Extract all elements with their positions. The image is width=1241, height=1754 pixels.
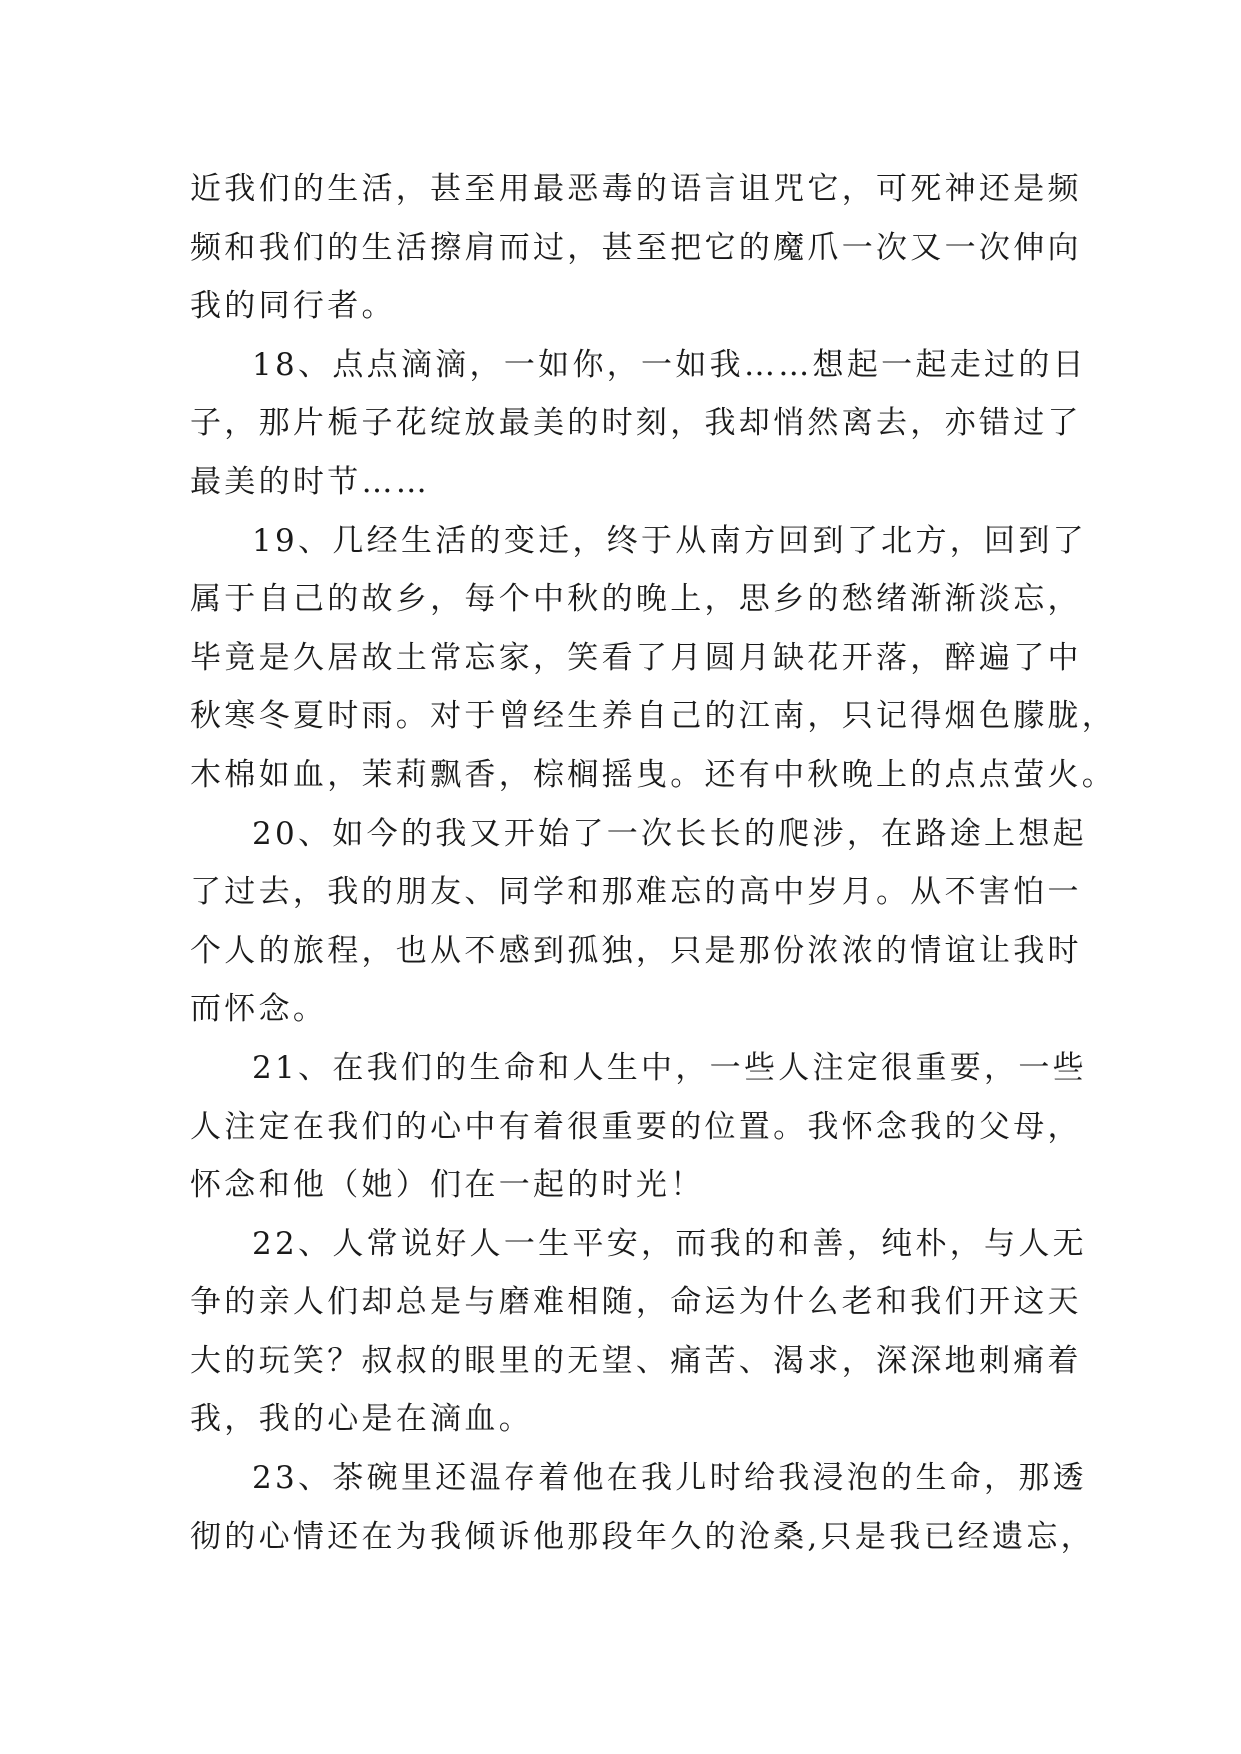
- text-line: 木棉如血，茉莉飘香，棕榈摇曳。还有中秋晚上的点点萤火。: [190, 756, 1117, 793]
- document-body: [190, 160, 1117, 1566]
- text-line: 而怀念。: [190, 991, 328, 1028]
- text-line: 频和我们的生活擦肩而过，甚至把它的魔爪一次又一次伸向: [190, 229, 1082, 266]
- text-line: 彻的心情还在为我倾诉他那段年久的沧桑,只是我已经遗忘，: [190, 1518, 1095, 1555]
- text-line: 秋寒冬夏时雨。对于曾经生养自己的江南，只记得烟色朦胧，: [190, 698, 1117, 735]
- text-line: 大的玩笑？叔叔的眼里的无望、痛苦、渴求，深深地刺痛着: [190, 1342, 1082, 1379]
- text-line: 我，我的心是在滴血。: [190, 1401, 533, 1438]
- paragraph-21-start: 21、在我们的生命和人生中，一些人注定很重要，一些: [252, 1049, 1087, 1086]
- text-line: 人注定在我们的心中有着很重要的位置。我怀念我的父母，: [190, 1108, 1082, 1145]
- paragraph-20-start: 20、如今的我又开始了一次长长的爬涉，在路途上想起: [252, 815, 1087, 852]
- paragraph-19-start: 19、几经生活的变迁，终于从南方回到了北方，回到了: [252, 522, 1087, 559]
- paragraph-22-start: 22、人常说好人一生平安，而我的和善，纯朴，与人无: [252, 1225, 1087, 1262]
- text-line: 毕竟是久居故土常忘家，笑看了月圆月缺花开落，醉遍了中: [190, 639, 1082, 676]
- text-line: 了过去，我的朋友、同学和那难忘的高中岁月。从不害怕一: [190, 874, 1082, 911]
- text-line: 属于自己的故乡，每个中秋的晚上，思乡的愁绪渐渐淡忘，: [190, 581, 1082, 618]
- text-line: 争的亲人们却总是与磨难相随，命运为什么老和我们开这天: [190, 1284, 1082, 1321]
- text-line: 我的同行者。: [190, 288, 396, 325]
- paragraph-18-start: 18、点点滴滴，一如你，一如我……想起一起走过的日: [252, 346, 1087, 383]
- paragraph-23-start: 23、茶碗里还温存着他在我儿时给我浸泡的生命，那透: [252, 1460, 1087, 1497]
- text-line: 近我们的生活，甚至用最恶毒的语言诅咒它，可死神还是频: [190, 171, 1082, 207]
- text-line: 怀念和他（她）们在一起的时光！: [190, 1167, 705, 1204]
- text-line: 子，那片栀子花绽放最美的时刻，我却悄然离去，亦错过了: [190, 405, 1082, 442]
- text-line: 个人的旅程，也从不感到孤独，只是那份浓浓的情谊让我时: [190, 932, 1082, 969]
- text-line: 最美的时节……: [190, 463, 431, 500]
